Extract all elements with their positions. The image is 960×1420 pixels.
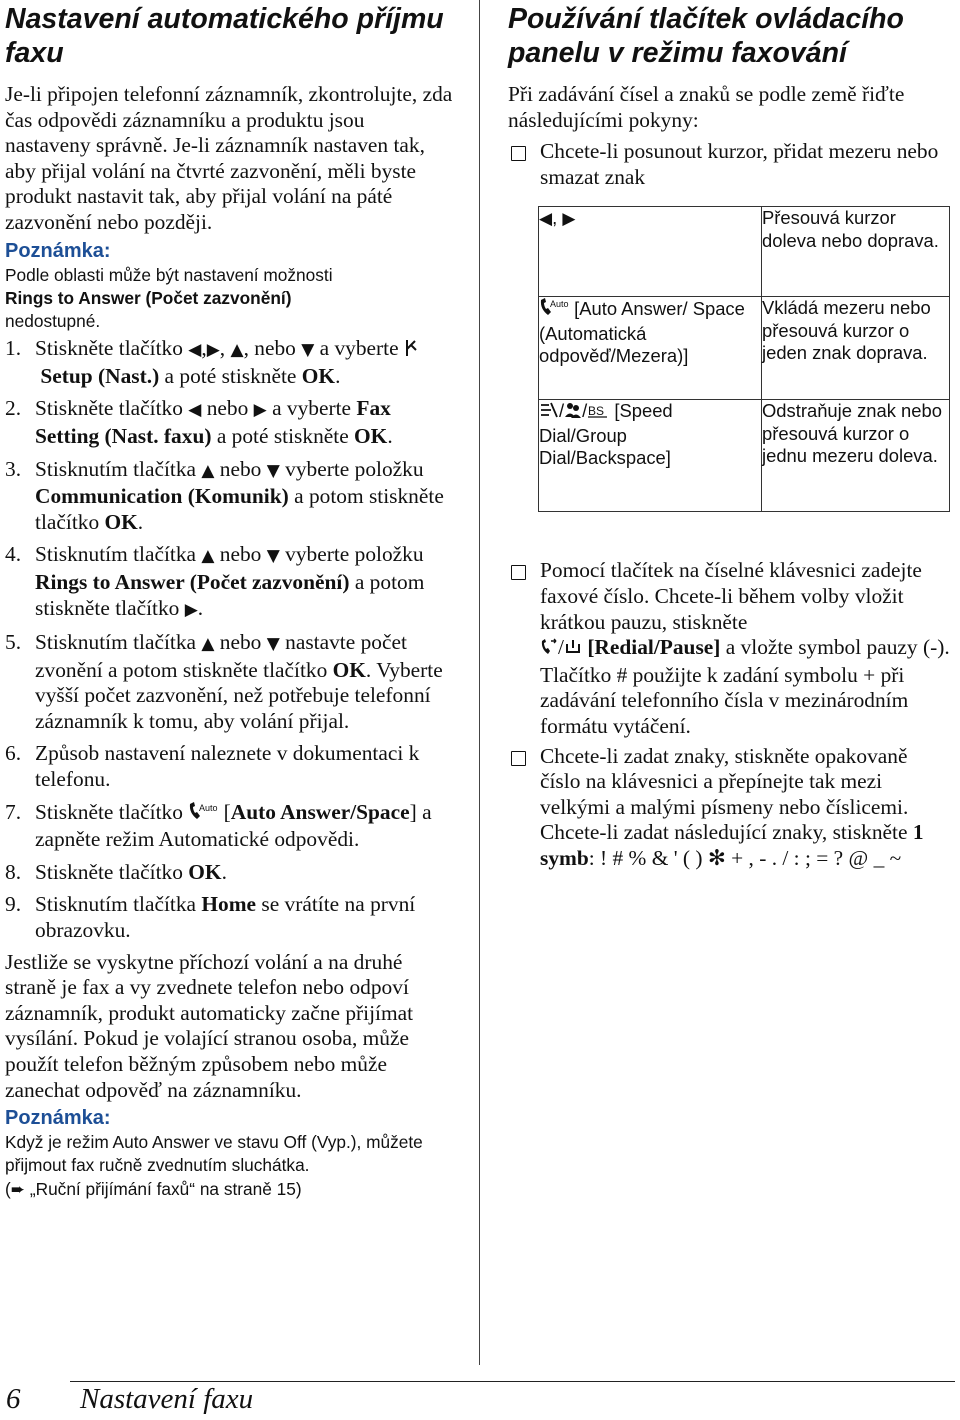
up-arrow-icon: ▲ bbox=[201, 460, 215, 481]
redial-icon bbox=[540, 637, 558, 663]
cross-reference-link[interactable]: „Ruční přijímání faxů“ na straně 15) bbox=[29, 1178, 302, 1199]
step-item: 4. Stisknutím tlačítka ▲ nebo ▼ vyberte položku Rings to Answer (Počet zazvonění) a potom stiskněte tlačítko ▶. bbox=[5, 542, 425, 620]
up-arrow-icon: ▲ bbox=[201, 546, 215, 567]
step-item: 2. Stiskněte tlačítko ◀ nebo ▶ a vyberte Fax Setting (Nast. faxu) a poté stiskněte OK. bbox=[5, 396, 393, 448]
svg-text:BS: BS bbox=[588, 404, 605, 419]
steps-list bbox=[5, 336, 455, 943]
phone-auto-icon bbox=[188, 801, 218, 828]
description-cell: Odstraňuje znak nebo přesouvá kurzor o jednu mezeru doleva. bbox=[762, 400, 950, 512]
right-arrow-icon: ▶ bbox=[562, 209, 576, 230]
step-item: 8. Stiskněte tlačítko OK. bbox=[5, 859, 227, 884]
svg-text:Auto: Auto bbox=[199, 802, 218, 813]
up-arrow-icon: ▲ bbox=[201, 634, 215, 655]
left-arrow-icon: ◀ bbox=[188, 340, 202, 361]
setup-icon bbox=[404, 338, 418, 364]
bullet-box-icon bbox=[511, 751, 526, 766]
pointer-arrow-icon: ➨ bbox=[10, 1179, 26, 1200]
note-text-2: Když je režim Auto Answer ve stavu Off (Vyp.), můžete přijmout fax ručně zvednutím sluchátka. (➨ „Ruční přijímání faxů“ na straně 15) bbox=[5, 1132, 423, 1200]
key-cell: / / BS [Speed Dial/Group Dial/Backspace] bbox=[539, 400, 762, 512]
svg-text:Auto: Auto bbox=[550, 299, 569, 310]
phone-auto-icon bbox=[539, 297, 569, 323]
key-cell: Auto [Auto Answer/ Space (Automatická odpověď/Mezera)] bbox=[539, 297, 762, 400]
section-heading-auto-receive: Nastavení automatického příjmu faxu bbox=[5, 3, 444, 69]
right-column bbox=[508, 0, 952, 872]
pause-icon bbox=[564, 637, 582, 663]
description-cell: Vkládá mezeru nebo přesouvá kurzor o jeden znak doprava. bbox=[762, 297, 950, 400]
left-arrow-icon: ◀ bbox=[188, 400, 202, 421]
incoming-call-paragraph: Jestliže se vyskytne příchozí volání a na druhé straně je fax a vy zvednete telefon nebo odpoví záznamník, produkt automaticky začne přijímat vysílání. Pokud je volající stranou osoba, může použít telefon běžným způsobem nebo může zanechat odpověď na záznamníku. bbox=[5, 949, 414, 1102]
left-arrow-icon: ◀ bbox=[539, 209, 553, 230]
key-function-table bbox=[538, 206, 950, 512]
step-item: 3. Stisknutím tlačítka ▲ nebo ▼ vyberte položku Communication (Komunik) a potom stiskněte tlačítko OK. bbox=[5, 456, 444, 534]
down-arrow-icon: ▼ bbox=[301, 340, 315, 361]
group-dial-icon bbox=[564, 401, 582, 425]
intro-paragraph: Je-li připojen telefonní záznamník, zkontrolujte, zda čas odpovědi záznamníku a produktu jsou nastaveny správně. Je-li záznamník nastaven tak, aby přijal volání na čtvrté zazvonění, měli byste produkt nastavit tak, aby přijal volání na páté zazvonění nebo později. bbox=[5, 82, 453, 234]
right-arrow-icon: ▶ bbox=[206, 340, 220, 361]
right-intro: Při zadávání čísel a znaků se podle země řiďte následujícími pokyny: bbox=[508, 82, 905, 132]
up-arrow-icon: ▲ bbox=[230, 340, 244, 361]
table-row bbox=[539, 400, 950, 512]
bullet-fax-number: Pomocí tlačítek na číselné klávesnici zadejte faxové číslo. Chcete-li během volby vložit krátkou pauzu, stiskněte / [Redial/Pause] a vložte symbol pauzy (-). Tlačítko # použijte k zadání symbolu + při zadávání telefonního čísla v mezinárodním formátu vytáčení. bbox=[508, 558, 952, 739]
page-number: 6 bbox=[6, 1383, 21, 1415]
bullet-characters: Chcete-li zadat znaky, stiskněte opakovaně číslo na klávesnici a přepínejte tak mezi velkými a malými písmeny nebo číslicemi. Chcete-li zadat následující znaky, stiskněte 1 symb: ! # % & ' ( ) ✻ + , - . / : ; = ? @ _ ~ bbox=[508, 744, 952, 872]
down-arrow-icon: ▼ bbox=[266, 460, 280, 481]
bullet-cursor: Chcete-li posunout kurzor, přidat mezeru nebo smazat znak bbox=[508, 139, 952, 190]
footer-title: Nastavení faxu bbox=[80, 1383, 254, 1415]
note-heading: Poznámka: bbox=[5, 239, 111, 262]
down-arrow-icon: ▼ bbox=[266, 546, 280, 567]
step-item: 7. Stiskněte tlačítko Auto [Auto Answer/Space] a zapněte režim Automatické odpovědi. bbox=[5, 799, 432, 852]
bullet-box-icon bbox=[511, 565, 526, 580]
left-column bbox=[5, 0, 455, 1202]
right-arrow-icon: ▶ bbox=[253, 400, 267, 421]
backspace-icon bbox=[587, 401, 609, 425]
section-heading-control-panel: Používání tlačítek ovládacího panelu v režimu faxování bbox=[508, 3, 904, 69]
down-arrow-icon: ▼ bbox=[266, 634, 280, 655]
step-item: 5. Stisknutím tlačítka ▲ nebo ▼ nastavte počet zvonění a potom stiskněte tlačítko OK. Vyberte vyšší počet zazvonění, než potřebuje telefonní záznamník k tomu, aby volání přijal. bbox=[5, 630, 443, 733]
table-row bbox=[539, 297, 950, 400]
right-arrow-icon: ▶ bbox=[184, 599, 198, 620]
column-divider bbox=[479, 0, 480, 1365]
speed-dial-icon bbox=[539, 401, 559, 425]
table-row bbox=[539, 207, 950, 297]
key-cell: ◀, ▶ bbox=[539, 207, 762, 297]
note-heading-2: Poznámka: bbox=[5, 1107, 111, 1130]
step-item: 6. Způsob nastavení naleznete v dokumentaci k telefonu. bbox=[5, 741, 420, 792]
description-cell: Přesouvá kurzor doleva nebo doprava. bbox=[762, 207, 950, 297]
step-item: 9. Stisknutím tlačítka Home se vrátíte na první obrazovku. bbox=[5, 892, 416, 943]
bullet-box-icon bbox=[511, 146, 526, 161]
step-item: 1. Stiskněte tlačítko ◀,▶, ▲, nebo ▼ a vyberte Setup (Nast.) a poté stiskněte OK. bbox=[5, 336, 455, 389]
footer-rule bbox=[70, 1381, 955, 1382]
note-text: Podle oblasti může být nastavení možnosti Rings to Answer (Počet zazvonění) nedostupné. bbox=[5, 264, 333, 331]
